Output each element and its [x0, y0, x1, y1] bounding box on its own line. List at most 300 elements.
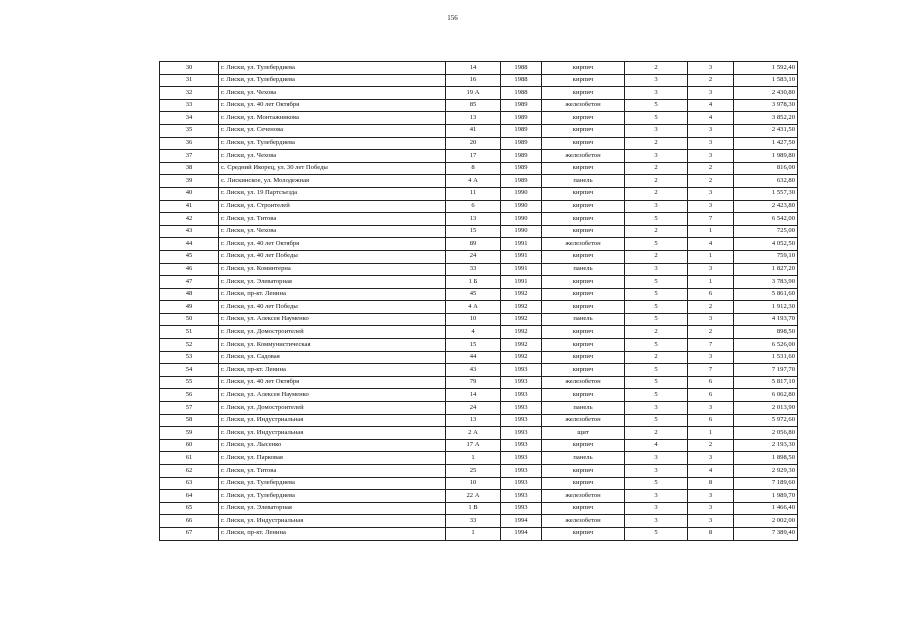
address-cell: г. Лиски, ул. Тулебердиева — [219, 490, 446, 503]
wall-material-cell: кирпич — [542, 200, 625, 213]
table-row — [160, 74, 798, 87]
entrances-cell: 2 — [688, 301, 734, 314]
entrances-cell: 3 — [688, 62, 734, 75]
area-cell: 2 013,90 — [734, 402, 798, 415]
entrances-cell: 7 — [688, 213, 734, 226]
row-number-cell: 64 — [160, 490, 219, 503]
house-number-cell: 14 — [446, 62, 501, 75]
floors-cell: 5 — [625, 112, 688, 125]
table-row — [160, 452, 798, 465]
housing-registry-table — [159, 61, 798, 541]
area-cell: 632,80 — [734, 175, 798, 188]
area-cell: 2 423,80 — [734, 200, 798, 213]
house-number-cell: 1 — [446, 527, 501, 540]
entrances-cell: 3 — [688, 402, 734, 415]
entrances-cell: 3 — [688, 490, 734, 503]
wall-material-cell: кирпич — [542, 74, 625, 87]
wall-material-cell: щит — [542, 427, 625, 440]
entrances-cell: 4 — [688, 465, 734, 478]
year-cell: 1989 — [501, 175, 542, 188]
year-cell: 1993 — [501, 490, 542, 503]
address-cell: г. Лиски, ул. Тулебердиева — [219, 62, 446, 75]
row-number-cell: 34 — [160, 112, 219, 125]
table-row — [160, 490, 798, 503]
row-number-cell: 58 — [160, 414, 219, 427]
house-number-cell: 41 — [446, 124, 501, 137]
area-cell: 4 193,70 — [734, 313, 798, 326]
table-row — [160, 402, 798, 415]
house-number-cell: 33 — [446, 263, 501, 276]
house-number-cell: 24 — [446, 402, 501, 415]
year-cell: 1990 — [501, 225, 542, 238]
floors-cell: 5 — [625, 301, 688, 314]
address-cell: г. Лиски, ул. Сеченова — [219, 124, 446, 137]
floors-cell: 3 — [625, 74, 688, 87]
wall-material-cell: железобетон — [542, 150, 625, 163]
table-row — [160, 137, 798, 150]
house-number-cell: 19 А — [446, 87, 501, 100]
entrances-cell: 8 — [688, 477, 734, 490]
area-cell: 1 912,30 — [734, 301, 798, 314]
row-number-cell: 63 — [160, 477, 219, 490]
row-number-cell: 59 — [160, 427, 219, 440]
year-cell: 1992 — [501, 288, 542, 301]
area-cell: 5 972,60 — [734, 414, 798, 427]
row-number-cell: 41 — [160, 200, 219, 213]
row-number-cell: 60 — [160, 439, 219, 452]
area-cell: 1 583,10 — [734, 74, 798, 87]
table-row — [160, 150, 798, 163]
floors-cell: 5 — [625, 238, 688, 251]
floors-cell: 5 — [625, 376, 688, 389]
entrances-cell: 6 — [688, 414, 734, 427]
wall-material-cell: кирпич — [542, 250, 625, 263]
year-cell: 1993 — [501, 502, 542, 515]
address-cell: г. Лиски, ул. Тулебердиева — [219, 74, 446, 87]
year-cell: 1993 — [501, 414, 542, 427]
house-number-cell: 4 — [446, 326, 501, 339]
table-row — [160, 364, 798, 377]
row-number-cell: 61 — [160, 452, 219, 465]
table-row — [160, 288, 798, 301]
address-cell: г. Лиски, ул. 40 лет Октября — [219, 238, 446, 251]
floors-cell: 5 — [625, 339, 688, 352]
area-cell: 2 002,00 — [734, 515, 798, 528]
floors-cell: 2 — [625, 162, 688, 175]
area-cell: 1 989,70 — [734, 490, 798, 503]
year-cell: 1992 — [501, 351, 542, 364]
wall-material-cell: кирпич — [542, 389, 625, 402]
house-number-cell: 2 А — [446, 427, 501, 440]
wall-material-cell: кирпич — [542, 225, 625, 238]
area-cell: 4 052,50 — [734, 238, 798, 251]
area-cell: 1 557,30 — [734, 187, 798, 200]
year-cell: 1993 — [501, 465, 542, 478]
wall-material-cell: кирпич — [542, 364, 625, 377]
house-number-cell: 1 Б — [446, 276, 501, 289]
address-cell: с. Средний Икорец, ул. 30 лет Победы — [219, 162, 446, 175]
floors-cell: 2 — [625, 175, 688, 188]
floors-cell: 2 — [625, 225, 688, 238]
floors-cell: 2 — [625, 351, 688, 364]
table-row — [160, 175, 798, 188]
row-number-cell: 51 — [160, 326, 219, 339]
floors-cell: 5 — [625, 313, 688, 326]
area-cell: 6 542,00 — [734, 213, 798, 226]
wall-material-cell: кирпич — [542, 301, 625, 314]
entrances-cell: 3 — [688, 87, 734, 100]
entrances-cell: 4 — [688, 238, 734, 251]
address-cell: г. Лиски, ул. Парковая — [219, 452, 446, 465]
entrances-cell: 3 — [688, 313, 734, 326]
floors-cell: 3 — [625, 124, 688, 137]
year-cell: 1990 — [501, 187, 542, 200]
year-cell: 1994 — [501, 527, 542, 540]
area-cell: 1 827,20 — [734, 263, 798, 276]
entrances-cell: 2 — [688, 175, 734, 188]
row-number-cell: 66 — [160, 515, 219, 528]
wall-material-cell: кирпич — [542, 124, 625, 137]
wall-material-cell: панель — [542, 452, 625, 465]
floors-cell: 3 — [625, 465, 688, 478]
area-cell: 7 189,60 — [734, 477, 798, 490]
table-row — [160, 326, 798, 339]
table-row — [160, 427, 798, 440]
row-number-cell: 47 — [160, 276, 219, 289]
house-number-cell: 16 — [446, 74, 501, 87]
floors-cell: 5 — [625, 288, 688, 301]
area-cell: 5 861,60 — [734, 288, 798, 301]
address-cell: г. Лиски, ул. Алексея Науменко — [219, 389, 446, 402]
entrances-cell: 1 — [688, 225, 734, 238]
wall-material-cell: кирпич — [542, 477, 625, 490]
address-cell: г. Лиски, ул. Тулебердиева — [219, 137, 446, 150]
wall-material-cell: кирпич — [542, 351, 625, 364]
row-number-cell: 54 — [160, 364, 219, 377]
address-cell: г. Лиски, ул. Коммунистическая — [219, 339, 446, 352]
entrances-cell: 2 — [688, 74, 734, 87]
floors-cell: 2 — [625, 137, 688, 150]
address-cell: г. Лиски, ул. Элеваторная — [219, 502, 446, 515]
year-cell: 1989 — [501, 150, 542, 163]
year-cell: 1993 — [501, 452, 542, 465]
house-number-cell: 24 — [446, 250, 501, 263]
address-cell: г. Лиски, ул. Чехова — [219, 225, 446, 238]
table-row — [160, 263, 798, 276]
entrances-cell: 3 — [688, 515, 734, 528]
floors-cell: 3 — [625, 263, 688, 276]
wall-material-cell: кирпич — [542, 439, 625, 452]
table-row — [160, 465, 798, 478]
floors-cell: 2 — [625, 250, 688, 263]
address-cell: г. Лиски, ул. Алексея Науменко — [219, 313, 446, 326]
row-number-cell: 53 — [160, 351, 219, 364]
year-cell: 1993 — [501, 389, 542, 402]
floors-cell: 2 — [625, 187, 688, 200]
entrances-cell: 3 — [688, 124, 734, 137]
area-cell: 6 062,80 — [734, 389, 798, 402]
area-cell: 725,00 — [734, 225, 798, 238]
address-cell: г. Лиски, ул. Домостроителей — [219, 326, 446, 339]
floors-cell: 5 — [625, 414, 688, 427]
floors-cell: 4 — [625, 439, 688, 452]
floors-cell: 3 — [625, 402, 688, 415]
row-number-cell: 39 — [160, 175, 219, 188]
entrances-cell: 3 — [688, 137, 734, 150]
entrances-cell: 3 — [688, 452, 734, 465]
area-cell: 2 056,80 — [734, 427, 798, 440]
year-cell: 1992 — [501, 301, 542, 314]
house-number-cell: 14 — [446, 389, 501, 402]
house-number-cell: 15 — [446, 225, 501, 238]
entrances-cell: 3 — [688, 351, 734, 364]
area-cell: 1 592,40 — [734, 62, 798, 75]
year-cell: 1992 — [501, 326, 542, 339]
area-cell: 1 466,40 — [734, 502, 798, 515]
table-row — [160, 162, 798, 175]
house-number-cell: 13 — [446, 112, 501, 125]
wall-material-cell: кирпич — [542, 276, 625, 289]
area-cell: 5 817,10 — [734, 376, 798, 389]
address-cell: г. Лиски, ул. Титова — [219, 213, 446, 226]
area-cell: 2 929,30 — [734, 465, 798, 478]
wall-material-cell: панель — [542, 175, 625, 188]
address-cell: г. Лиски, пр-кт. Ленина — [219, 364, 446, 377]
floors-cell: 3 — [625, 150, 688, 163]
year-cell: 1992 — [501, 313, 542, 326]
area-cell: 7 197,70 — [734, 364, 798, 377]
entrances-cell: 3 — [688, 200, 734, 213]
house-number-cell: 1 — [446, 452, 501, 465]
row-number-cell: 40 — [160, 187, 219, 200]
entrances-cell: 3 — [688, 187, 734, 200]
house-number-cell: 10 — [446, 313, 501, 326]
wall-material-cell: кирпич — [542, 213, 625, 226]
year-cell: 1993 — [501, 364, 542, 377]
table-row — [160, 376, 798, 389]
address-cell: г. Лиски, ул. Индустриальная — [219, 515, 446, 528]
wall-material-cell: железобетон — [542, 99, 625, 112]
wall-material-cell: железобетон — [542, 238, 625, 251]
wall-material-cell: кирпич — [542, 137, 625, 150]
row-number-cell: 65 — [160, 502, 219, 515]
entrances-cell: 4 — [688, 112, 734, 125]
row-number-cell: 32 — [160, 87, 219, 100]
table-row — [160, 87, 798, 100]
area-cell: 3 852,20 — [734, 112, 798, 125]
entrances-cell: 6 — [688, 389, 734, 402]
area-cell: 6 526,00 — [734, 339, 798, 352]
area-cell: 2 430,80 — [734, 87, 798, 100]
table-row — [160, 250, 798, 263]
row-number-cell: 30 — [160, 62, 219, 75]
table-row — [160, 124, 798, 137]
row-number-cell: 62 — [160, 465, 219, 478]
wall-material-cell: железобетон — [542, 490, 625, 503]
table-row — [160, 527, 798, 540]
entrances-cell: 6 — [688, 376, 734, 389]
entrances-cell: 1 — [688, 250, 734, 263]
table-body — [160, 62, 798, 541]
floors-cell: 3 — [625, 200, 688, 213]
wall-material-cell: кирпич — [542, 339, 625, 352]
area-cell: 2 193,30 — [734, 439, 798, 452]
house-number-cell: 45 — [446, 288, 501, 301]
wall-material-cell: железобетон — [542, 515, 625, 528]
wall-material-cell: кирпич — [542, 162, 625, 175]
area-cell: 816,00 — [734, 162, 798, 175]
table-row — [160, 187, 798, 200]
year-cell: 1988 — [501, 74, 542, 87]
area-cell: 3 978,30 — [734, 99, 798, 112]
row-number-cell: 52 — [160, 339, 219, 352]
table-row — [160, 389, 798, 402]
row-number-cell: 46 — [160, 263, 219, 276]
entrances-cell: 2 — [688, 326, 734, 339]
address-cell: г. Лиски, ул. Элеваторная — [219, 276, 446, 289]
wall-material-cell: панель — [542, 263, 625, 276]
table-row — [160, 200, 798, 213]
table-row — [160, 351, 798, 364]
wall-material-cell: кирпич — [542, 62, 625, 75]
house-number-cell: 85 — [446, 99, 501, 112]
address-cell: г. Лиски, ул. Лысенко — [219, 439, 446, 452]
entrances-cell: 3 — [688, 502, 734, 515]
table-row — [160, 276, 798, 289]
table-row — [160, 414, 798, 427]
address-cell: г. Лиски, ул. 40 лет Октября — [219, 99, 446, 112]
row-number-cell: 67 — [160, 527, 219, 540]
house-number-cell: 1 В — [446, 502, 501, 515]
entrances-cell: 2 — [688, 162, 734, 175]
address-cell: г. Лиски, ул. Тулебердиева — [219, 477, 446, 490]
entrances-cell: 1 — [688, 427, 734, 440]
house-number-cell: 10 — [446, 477, 501, 490]
floors-cell: 2 — [625, 326, 688, 339]
year-cell: 1991 — [501, 250, 542, 263]
row-number-cell: 48 — [160, 288, 219, 301]
table-row — [160, 502, 798, 515]
house-number-cell: 11 — [446, 187, 501, 200]
address-cell: г. Лиски, ул. 40 лет Победы — [219, 250, 446, 263]
row-number-cell: 33 — [160, 99, 219, 112]
row-number-cell: 37 — [160, 150, 219, 163]
entrances-cell: 4 — [688, 99, 734, 112]
wall-material-cell: кирпич — [542, 187, 625, 200]
wall-material-cell: кирпич — [542, 465, 625, 478]
floors-cell: 5 — [625, 99, 688, 112]
wall-material-cell: панель — [542, 313, 625, 326]
area-cell: 1 989,80 — [734, 150, 798, 163]
year-cell: 1990 — [501, 213, 542, 226]
year-cell: 1993 — [501, 402, 542, 415]
house-number-cell: 15 — [446, 339, 501, 352]
address-cell: г. Лиски, ул. Индустриальная — [219, 427, 446, 440]
year-cell: 1989 — [501, 112, 542, 125]
area-cell: 759,10 — [734, 250, 798, 263]
address-cell: г. Лиски, ул. 19 Партсъезда — [219, 187, 446, 200]
floors-cell: 2 — [625, 427, 688, 440]
house-number-cell: 8 — [446, 162, 501, 175]
address-cell: г. Лиски, пр-кт. Ленина — [219, 288, 446, 301]
year-cell: 1989 — [501, 99, 542, 112]
year-cell: 1990 — [501, 200, 542, 213]
floors-cell: 5 — [625, 527, 688, 540]
entrances-cell: 8 — [688, 527, 734, 540]
floors-cell: 2 — [625, 62, 688, 75]
address-cell: г. Лиски, ул. Индустриальная — [219, 414, 446, 427]
row-number-cell: 35 — [160, 124, 219, 137]
year-cell: 1991 — [501, 238, 542, 251]
table-row — [160, 439, 798, 452]
wall-material-cell: панель — [542, 402, 625, 415]
address-cell: г. Лиски, ул. Домостроителей — [219, 402, 446, 415]
area-cell: 3 783,90 — [734, 276, 798, 289]
wall-material-cell: кирпич — [542, 112, 625, 125]
row-number-cell: 43 — [160, 225, 219, 238]
house-number-cell: 89 — [446, 238, 501, 251]
row-number-cell: 31 — [160, 74, 219, 87]
house-number-cell: 22 А — [446, 490, 501, 503]
house-number-cell: 6 — [446, 200, 501, 213]
entrances-cell: 7 — [688, 339, 734, 352]
row-number-cell: 56 — [160, 389, 219, 402]
house-number-cell: 20 — [446, 137, 501, 150]
year-cell: 1989 — [501, 162, 542, 175]
house-number-cell: 13 — [446, 213, 501, 226]
wall-material-cell: кирпич — [542, 288, 625, 301]
row-number-cell: 42 — [160, 213, 219, 226]
table-row — [160, 99, 798, 112]
house-number-cell: 44 — [446, 351, 501, 364]
table-row — [160, 339, 798, 352]
house-number-cell: 33 — [446, 515, 501, 528]
entrances-cell: 1 — [688, 276, 734, 289]
floors-cell: 5 — [625, 389, 688, 402]
year-cell: 1993 — [501, 439, 542, 452]
address-cell: г. Лиски, ул. Чехова — [219, 87, 446, 100]
address-cell: г. Лиски, ул. 40 лет Победы — [219, 301, 446, 314]
year-cell: 1993 — [501, 376, 542, 389]
wall-material-cell: кирпич — [542, 527, 625, 540]
table-row — [160, 112, 798, 125]
house-number-cell: 79 — [446, 376, 501, 389]
house-number-cell: 43 — [446, 364, 501, 377]
wall-material-cell: железобетон — [542, 376, 625, 389]
year-cell: 1991 — [501, 276, 542, 289]
address-cell: г. Лиски, пр-кт. Ленина — [219, 527, 446, 540]
wall-material-cell: кирпич — [542, 502, 625, 515]
address-cell: г. Лиски, ул. 40 лет Октября — [219, 376, 446, 389]
table-row — [160, 515, 798, 528]
house-number-cell: 4 А — [446, 175, 501, 188]
address-cell: г. Лиски, ул. Садовая — [219, 351, 446, 364]
year-cell: 1992 — [501, 339, 542, 352]
address-cell: г. Лиски, ул. Титова — [219, 465, 446, 478]
year-cell: 1988 — [501, 87, 542, 100]
entrances-cell: 7 — [688, 364, 734, 377]
area-cell: 1 531,60 — [734, 351, 798, 364]
entrances-cell: 6 — [688, 288, 734, 301]
area-cell: 898,50 — [734, 326, 798, 339]
table-row — [160, 62, 798, 75]
year-cell: 1989 — [501, 124, 542, 137]
address-cell: с. Лискинское, ул. Молодежная — [219, 175, 446, 188]
entrances-cell: 3 — [688, 263, 734, 276]
house-number-cell: 17 А — [446, 439, 501, 452]
table-row — [160, 213, 798, 226]
wall-material-cell: кирпич — [542, 326, 625, 339]
